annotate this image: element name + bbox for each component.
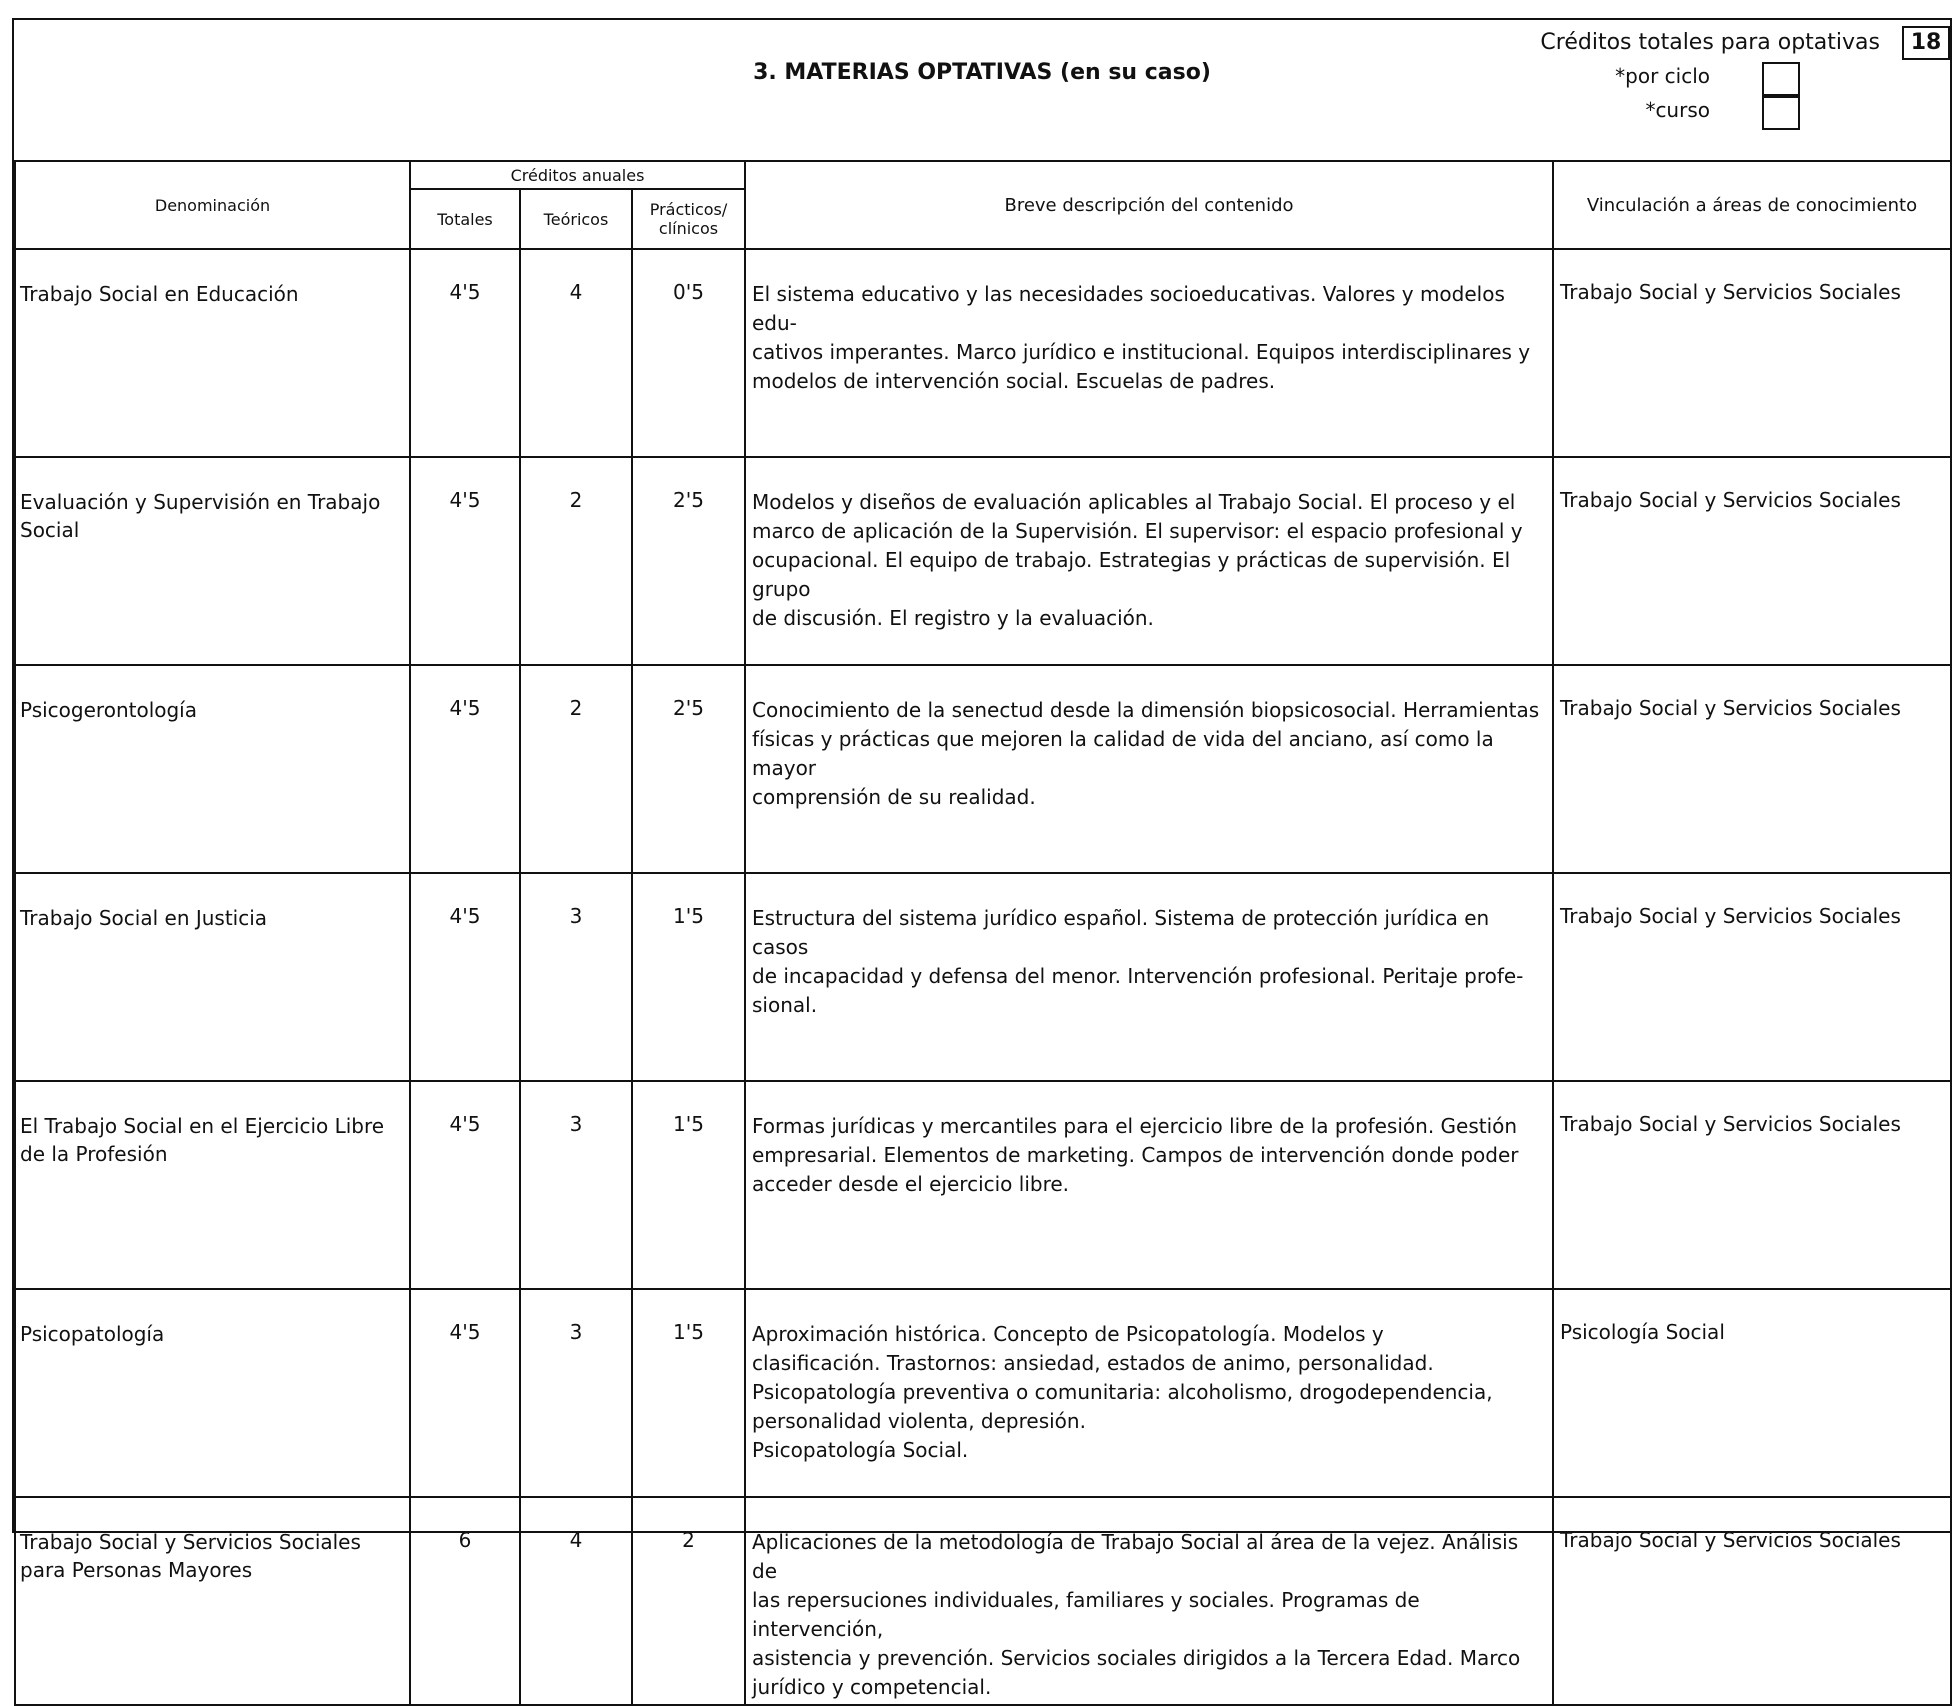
row-totales: 4'5 bbox=[410, 1289, 520, 1497]
row-totales: 4'5 bbox=[410, 457, 520, 665]
row-descripcion bbox=[745, 665, 1553, 873]
header-denominacion: Denominación bbox=[15, 161, 410, 249]
row-vinculacion: Psicología Social bbox=[1553, 1289, 1951, 1497]
row-teoricos: 2 bbox=[520, 665, 632, 873]
header-practicos-line1: Prácticos/ bbox=[649, 200, 728, 219]
creditos-totales-label: Créditos totales para optativas bbox=[1540, 30, 1880, 55]
row-teoricos: 3 bbox=[520, 1289, 632, 1497]
desc-line: marco de aplicación de la Supervisión. El supervisor: el espacio profesional y bbox=[752, 519, 1523, 543]
header-practicos-line2: clínicos bbox=[658, 219, 719, 238]
row-vinculacion: Trabajo Social y Servicios Sociales bbox=[1553, 1081, 1951, 1289]
header-practicos bbox=[632, 189, 745, 249]
row-denominacion: Evaluación y Supervisión en Trabajo Social bbox=[15, 457, 410, 665]
row-descripcion bbox=[745, 1497, 1553, 1705]
desc-line: de incapacidad y defensa del menor. Intervención profesional. Peritaje profe- bbox=[752, 964, 1524, 988]
desc-line: Psicopatología preventiva o comunitaria: alcoholismo, drogodependencia, bbox=[752, 1380, 1493, 1404]
row-descripcion bbox=[745, 249, 1553, 457]
desc-line: Formas jurídicas y mercantiles para el ejercicio libre de la profesión. Gestión bbox=[752, 1114, 1518, 1138]
row-descripcion bbox=[745, 1081, 1553, 1289]
row-practicos: 2'5 bbox=[632, 665, 745, 873]
row-totales: 4'5 bbox=[410, 665, 520, 873]
header-totales: Totales bbox=[410, 189, 520, 249]
header-section bbox=[14, 20, 1950, 162]
row-teoricos: 3 bbox=[520, 1081, 632, 1289]
row-totales: 6 bbox=[410, 1497, 520, 1705]
section-title: 3. MATERIAS OPTATIVAS (en su caso) bbox=[753, 60, 1211, 85]
desc-line: Conocimiento de la senectud desde la dimensión biopsicosocial. Herramientas bbox=[752, 698, 1540, 722]
row-practicos: 1'5 bbox=[632, 1289, 745, 1497]
row-denominacion: Psicopatología bbox=[15, 1289, 410, 1497]
desc-line: asistencia y prevención. Servicios sociales dirigidos a la Tercera Edad. Marco bbox=[752, 1646, 1521, 1670]
row-totales: 4'5 bbox=[410, 249, 520, 457]
desc-line: físicas y prácticas que mejoren la calidad de vida del anciano, así como la mayor bbox=[752, 727, 1494, 780]
desc-line: Aproximación histórica. Concepto de Psicopatología. Modelos y bbox=[752, 1322, 1384, 1346]
creditos-totales-value: 18 bbox=[1902, 26, 1950, 60]
header-descripcion: Breve descripción del contenido bbox=[745, 161, 1553, 249]
desc-line: clasificación. Trastornos: ansiedad, estados de animo, personalidad. bbox=[752, 1351, 1434, 1375]
row-teoricos: 3 bbox=[520, 873, 632, 1081]
document-frame bbox=[12, 18, 1952, 1699]
desc-line: cativos imperantes. Marco jurídico e institucional. Equipos interdisciplinares y bbox=[752, 340, 1531, 364]
table-row bbox=[15, 249, 1951, 457]
row-descripcion bbox=[745, 1289, 1553, 1497]
desc-line: ocupacional. El equipo de trabajo. Estrategias y prácticas de supervisión. El grupo bbox=[752, 548, 1511, 601]
row-teoricos: 4 bbox=[520, 1497, 632, 1705]
row-denominacion: Trabajo Social en Educación bbox=[15, 249, 410, 457]
row-teoricos: 2 bbox=[520, 457, 632, 665]
row-denominacion: Trabajo Social en Justicia bbox=[15, 873, 410, 1081]
desc-line: comprensión de su realidad. bbox=[752, 785, 1036, 809]
header-teoricos: Teóricos bbox=[520, 189, 632, 249]
desc-line: jurídico y competencial. bbox=[752, 1675, 992, 1699]
table-row bbox=[15, 665, 1951, 873]
header-creditos-anuales: Créditos anuales bbox=[410, 161, 745, 189]
row-practicos: 1'5 bbox=[632, 1081, 745, 1289]
table-row bbox=[15, 1497, 1951, 1705]
row-totales: 4'5 bbox=[410, 873, 520, 1081]
row-vinculacion: Trabajo Social y Servicios Sociales bbox=[1553, 665, 1951, 873]
row-teoricos: 4 bbox=[520, 249, 632, 457]
desc-line: de discusión. El registro y la evaluación. bbox=[752, 606, 1154, 630]
desc-line: Psicopatología Social. bbox=[752, 1438, 969, 1462]
row-vinculacion: Trabajo Social y Servicios Sociales bbox=[1553, 457, 1951, 665]
desc-line: sional. bbox=[752, 993, 818, 1017]
desc-line: personalidad violenta, depresión. bbox=[752, 1409, 1086, 1433]
desc-line: Estructura del sistema jurídico español. Sistema de protección jurídica en casos bbox=[752, 906, 1490, 959]
row-practicos: 1'5 bbox=[632, 873, 745, 1081]
header-vinculacion: Vinculación a áreas de conocimiento bbox=[1553, 161, 1951, 249]
row-denominacion: Psicogerontología bbox=[15, 665, 410, 873]
desc-line: modelos de intervención social. Escuelas de padres. bbox=[752, 369, 1276, 393]
row-practicos: 2 bbox=[632, 1497, 745, 1705]
desc-line: Modelos y diseños de evaluación aplicables al Trabajo Social. El proceso y el bbox=[752, 490, 1516, 514]
row-denominacion: El Trabajo Social en el Ejercicio Libre de la Profesión bbox=[15, 1081, 410, 1289]
desc-line: Aplicaciones de la metodología de Trabajo Social al área de la vejez. Análisis de bbox=[752, 1530, 1519, 1583]
table-row bbox=[15, 1081, 1951, 1289]
por-ciclo-box bbox=[1762, 62, 1800, 96]
row-practicos: 0'5 bbox=[632, 249, 745, 457]
table-row bbox=[15, 1289, 1951, 1497]
desc-line: acceder desde el ejercicio libre. bbox=[752, 1172, 1070, 1196]
desc-line: empresarial. Elementos de marketing. Campos de intervención donde poder bbox=[752, 1143, 1519, 1167]
row-descripcion bbox=[745, 457, 1553, 665]
row-vinculacion: Trabajo Social y Servicios Sociales bbox=[1553, 1497, 1951, 1705]
materias-table bbox=[14, 160, 1952, 1706]
table-row bbox=[15, 457, 1951, 665]
desc-line: las repersuciones individuales, familiares y sociales. Programas de intervención, bbox=[752, 1588, 1420, 1641]
curso-label: *curso bbox=[1645, 98, 1710, 122]
row-denominacion: Trabajo Social y Servicios Sociales para Personas Mayores bbox=[15, 1497, 410, 1705]
table-row bbox=[15, 873, 1951, 1081]
row-totales: 4'5 bbox=[410, 1081, 520, 1289]
row-descripcion bbox=[745, 873, 1553, 1081]
desc-line: El sistema educativo y las necesidades socioeducativas. Valores y modelos edu- bbox=[752, 282, 1505, 335]
curso-box bbox=[1762, 96, 1800, 130]
row-vinculacion: Trabajo Social y Servicios Sociales bbox=[1553, 873, 1951, 1081]
row-practicos: 2'5 bbox=[632, 457, 745, 665]
por-ciclo-label: *por ciclo bbox=[1615, 64, 1710, 88]
row-vinculacion: Trabajo Social y Servicios Sociales bbox=[1553, 249, 1951, 457]
